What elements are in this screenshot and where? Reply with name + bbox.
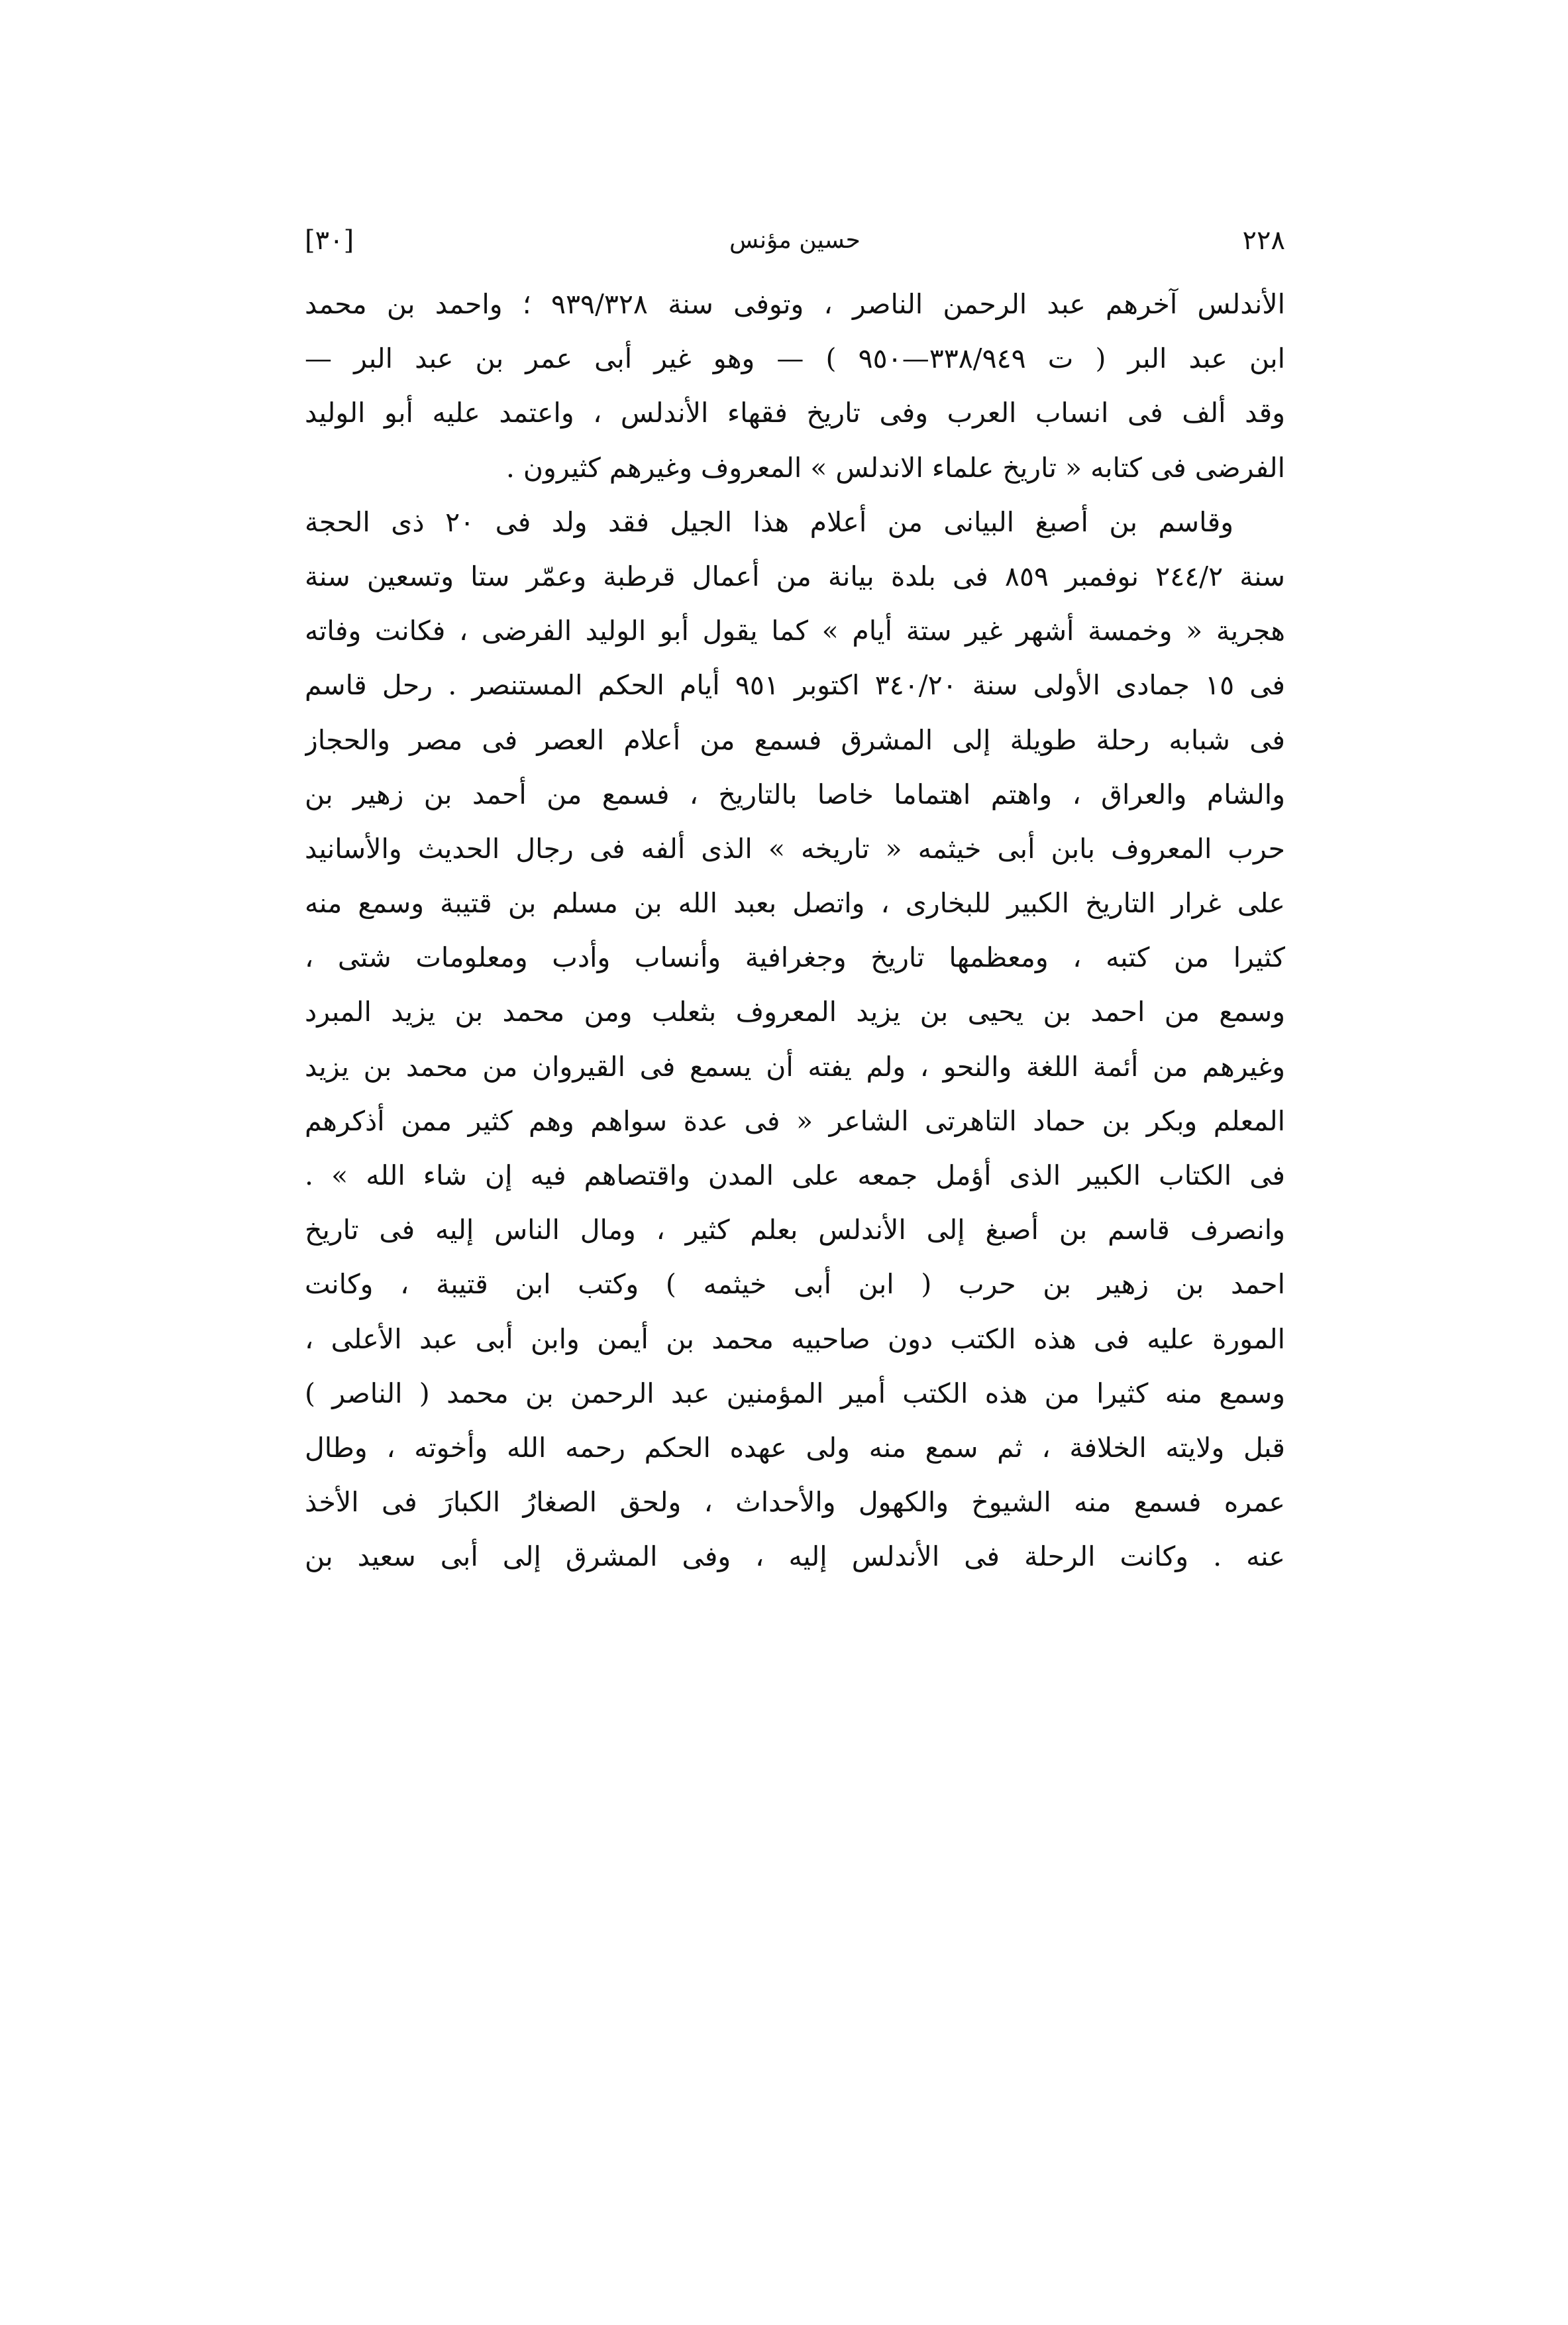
- text-line: سنة ٢٤٤/٢ نوفمبر ٨٥٩ فى بلدة بيانة من أعمال قرطبة وعمّر ستا وتسعين سنة: [305, 560, 1285, 592]
- running-head-author: حسين مؤنس: [729, 227, 861, 254]
- text-line: حرب المعروف بابن أبى خيثمه « تاريخه » الذى ألفه فى رجال الحديث والأسانيد: [305, 832, 1285, 865]
- text-line: على غرار التاريخ الكبير للبخارى ، واتصل بعبد الله بن مسلم بن قتيبة وسمع منه: [305, 887, 1285, 920]
- text-line: المعلم وبكر بن حماد التاهرتى الشاعر « فى عدة سواهم وهم كثير ممن أذكرهم: [305, 1105, 1285, 1137]
- text-line: والشام والعراق ، واهتم اهتماما خاصا بالتاريخ ، فسمع من أحمد بن زهير بن: [305, 778, 1285, 810]
- paragraph-first-line: وقاسم بن أصبغ البيانى من أعلام هذا الجيل فقد ولد فى ٢٠ ذى الحجة: [305, 506, 1233, 538]
- text-line: الأندلس آخرهم عبد الرحمن الناصر ، وتوفى سنة ٩٣٩/٣٢٨ ؛ واحمد بن محمد: [305, 288, 1285, 320]
- text-line: فى ١٥ جمادى الأولى سنة ٣٤٠/٢٠ اكتوبر ٩٥١ أيام الحكم المستنصر . رحل قاسم: [305, 669, 1285, 702]
- text-line: المورة عليه فى هذه الكتب دون صاحبيه محمد بن أيمن وابن أبى عبد الأعلى ،: [305, 1323, 1285, 1355]
- text-line: وانصرف قاسم بن أصبغ إلى الأندلس بعلم كثير ، ومال الناس إليه فى تاريخ: [305, 1214, 1285, 1246]
- text-line: ابن عبد البر ( ت ٣٣٨/٩٤٩—٩٥٠ ) — وهو غير أبى عمر بن عبد البر —: [305, 343, 1285, 375]
- body-text: [305, 277, 1285, 1584]
- text-line: فى شبابه رحلة طويلة إلى المشرق فسمع من أعلام العصر فى مصر والحجاز: [305, 724, 1285, 756]
- text-line: وسمع منه كثيرا من هذه الكتب أمير المؤمنين عبد الرحمن بن محمد ( الناصر ): [305, 1377, 1285, 1409]
- running-head: [305, 211, 1285, 270]
- text-line: عنه . وكانت الرحلة فى الأندلس إليه ، وفى المشرق إلى أبى سعيد بن: [305, 1541, 1285, 1573]
- text-line: الفرضى فى كتابه « تاريخ علماء الاندلس » المعروف وغيرهم كثيرون .: [505, 451, 1285, 484]
- text-line: وقد ألف فى انساب العرب وفى تاريخ فقهاء الأندلس ، واعتمد عليه أبو الوليد: [305, 397, 1285, 429]
- text-line: عمره فسمع منه الشيوخ والكهول والأحداث ، ولحق الصغارُ الكبارَ فى الأخذ: [305, 1486, 1285, 1519]
- text-line: هجرية « وخمسة أشهر غير ستة أيام » كما يقول أبو الوليد الفرضى ، فكانت وفاته: [305, 615, 1285, 647]
- section-number: [٣٠]: [305, 225, 354, 256]
- page-number: ٢٢٨: [1242, 225, 1285, 256]
- text-line: احمد بن زهير بن حرب ( ابن أبى خيثمه ) وكتب ابن قتيبة ، وكانت: [305, 1268, 1285, 1301]
- text-line: قبل ولايته الخلافة ، ثم سمع منه ولى عهده الحكم رحمه الله وأخوته ، وطال: [305, 1431, 1285, 1464]
- text-line: وغيرهم من أئمة اللغة والنحو ، ولم يفته أن يسمع فى القيروان من محمد بن يزيد: [305, 1050, 1285, 1083]
- text-line: فى الكتاب الكبير الذى أؤمل جمعه على المدن واقتصاهم فيه إن شاء الله » .: [305, 1160, 1285, 1191]
- text-line: وسمع من احمد بن يحيى بن يزيد المعروف بثعلب ومن محمد بن يزيد المبرد: [305, 996, 1285, 1028]
- text-line: كثيرا من كتبه ، ومعظمها تاريخ وجغرافية وأنساب وأدب ومعلومات شتى ،: [305, 942, 1285, 974]
